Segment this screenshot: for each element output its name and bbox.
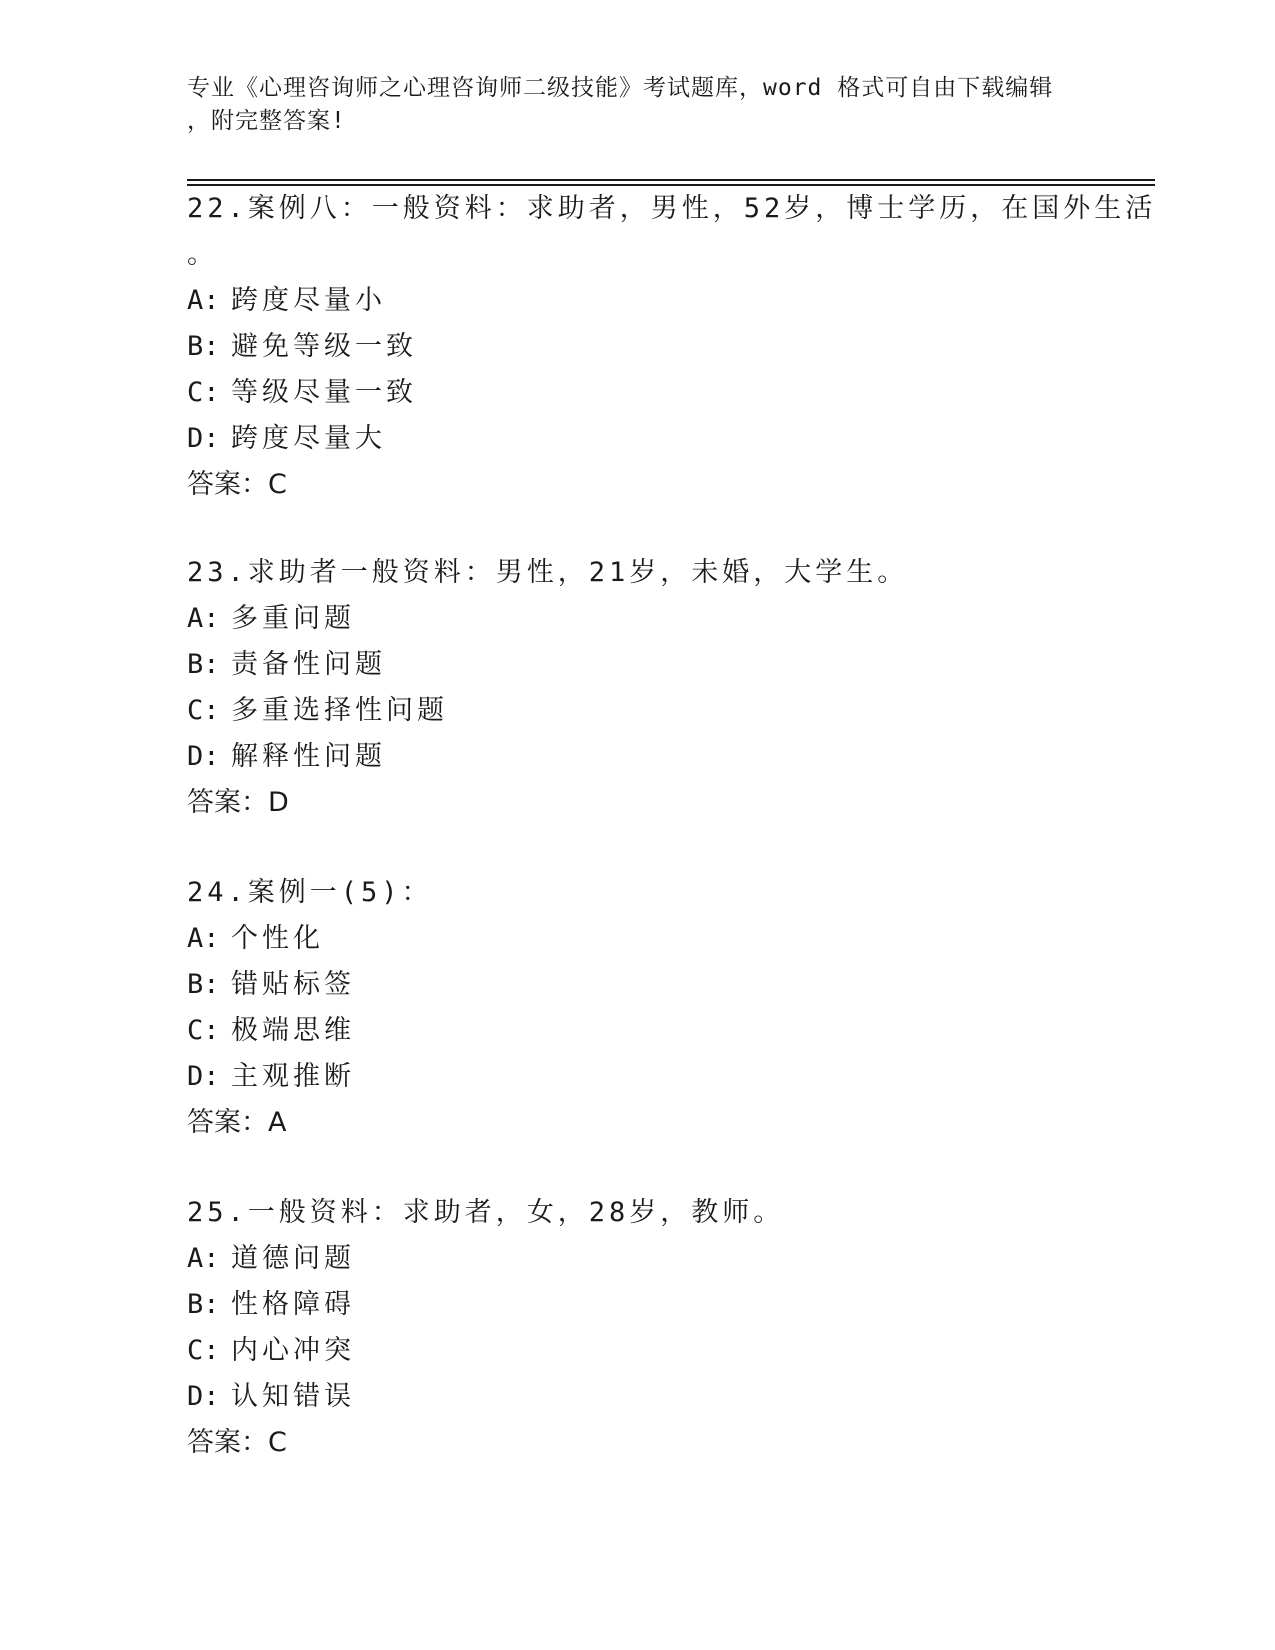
option-text: 个性化 [231,923,324,954]
question-stem-continuation: 。 [187,239,214,270]
option-letter: A: [187,603,220,634]
header-line-2: ，附完整答案! [187,108,346,134]
answer-line: 答案：C [187,1427,287,1458]
option-a [187,278,1147,324]
option-letter: B: [187,969,220,1000]
option-letter: A: [187,1243,220,1274]
option-letter: B: [187,1289,220,1320]
question-stem: 22.案例八：一般资料：求助者，男性，52岁，博士学历，在国外生活 [187,193,1157,224]
option-text: 内心冲突 [231,1335,355,1366]
option-b [187,962,1147,1008]
option-text: 等级尽量一致 [231,377,417,408]
option-letter: A: [187,923,220,954]
option-b [187,1282,1147,1328]
question-22 [187,186,1157,508]
option-d [187,1374,1147,1420]
option-c [187,1008,1147,1054]
option-text: 极端思维 [231,1015,355,1046]
answer-line: 答案：C [187,469,287,500]
option-text: 责备性问题 [231,649,386,680]
option-text: 跨度尽量大 [231,423,386,454]
question-24 [187,870,1147,1146]
option-d [187,734,1147,780]
option-c [187,370,1147,416]
option-text: 错贴标签 [231,969,355,1000]
answer-line: 答案：A [187,1107,287,1138]
question-stem: 24.案例一(5)： [187,877,433,908]
option-letter: C: [187,695,220,726]
header-divider-top [187,179,1155,181]
option-letter: C: [187,1335,220,1366]
option-letter: D: [187,741,220,772]
header-line-1: 专业《心理咨询师之心理咨询师二级技能》考试题库，word 格式可自由下载编辑 [187,75,1054,101]
question-stem: 25.一般资料：求助者，女，28岁，教师。 [187,1197,785,1228]
question-25 [187,1190,1147,1466]
option-text: 解释性问题 [231,741,386,772]
option-letter: D: [187,1381,220,1412]
document-header [187,72,1067,138]
option-d [187,1054,1147,1100]
option-a [187,596,1147,642]
option-text: 道德问题 [231,1243,355,1274]
option-d [187,416,1147,462]
question-stem: 23.求助者一般资料：男性，21岁，未婚，大学生。 [187,557,909,588]
option-c [187,1328,1147,1374]
option-text: 性格障碍 [231,1289,355,1320]
option-text: 多重选择性问题 [231,695,448,726]
option-letter: C: [187,1015,220,1046]
option-letter: D: [187,1061,220,1092]
option-text: 跨度尽量小 [231,285,386,316]
option-letter: A: [187,285,220,316]
option-letter: B: [187,331,220,362]
option-c [187,688,1147,734]
option-text: 主观推断 [231,1061,355,1092]
option-text: 多重问题 [231,603,355,634]
option-text: 避免等级一致 [231,331,417,362]
option-letter: C: [187,377,220,408]
option-a [187,1236,1147,1282]
option-letter: B: [187,649,220,680]
question-23 [187,550,1147,826]
option-b [187,324,1147,370]
option-letter: D: [187,423,220,454]
option-a [187,916,1147,962]
option-b [187,642,1147,688]
option-text: 认知错误 [231,1381,355,1412]
answer-line: 答案：D [187,787,289,818]
